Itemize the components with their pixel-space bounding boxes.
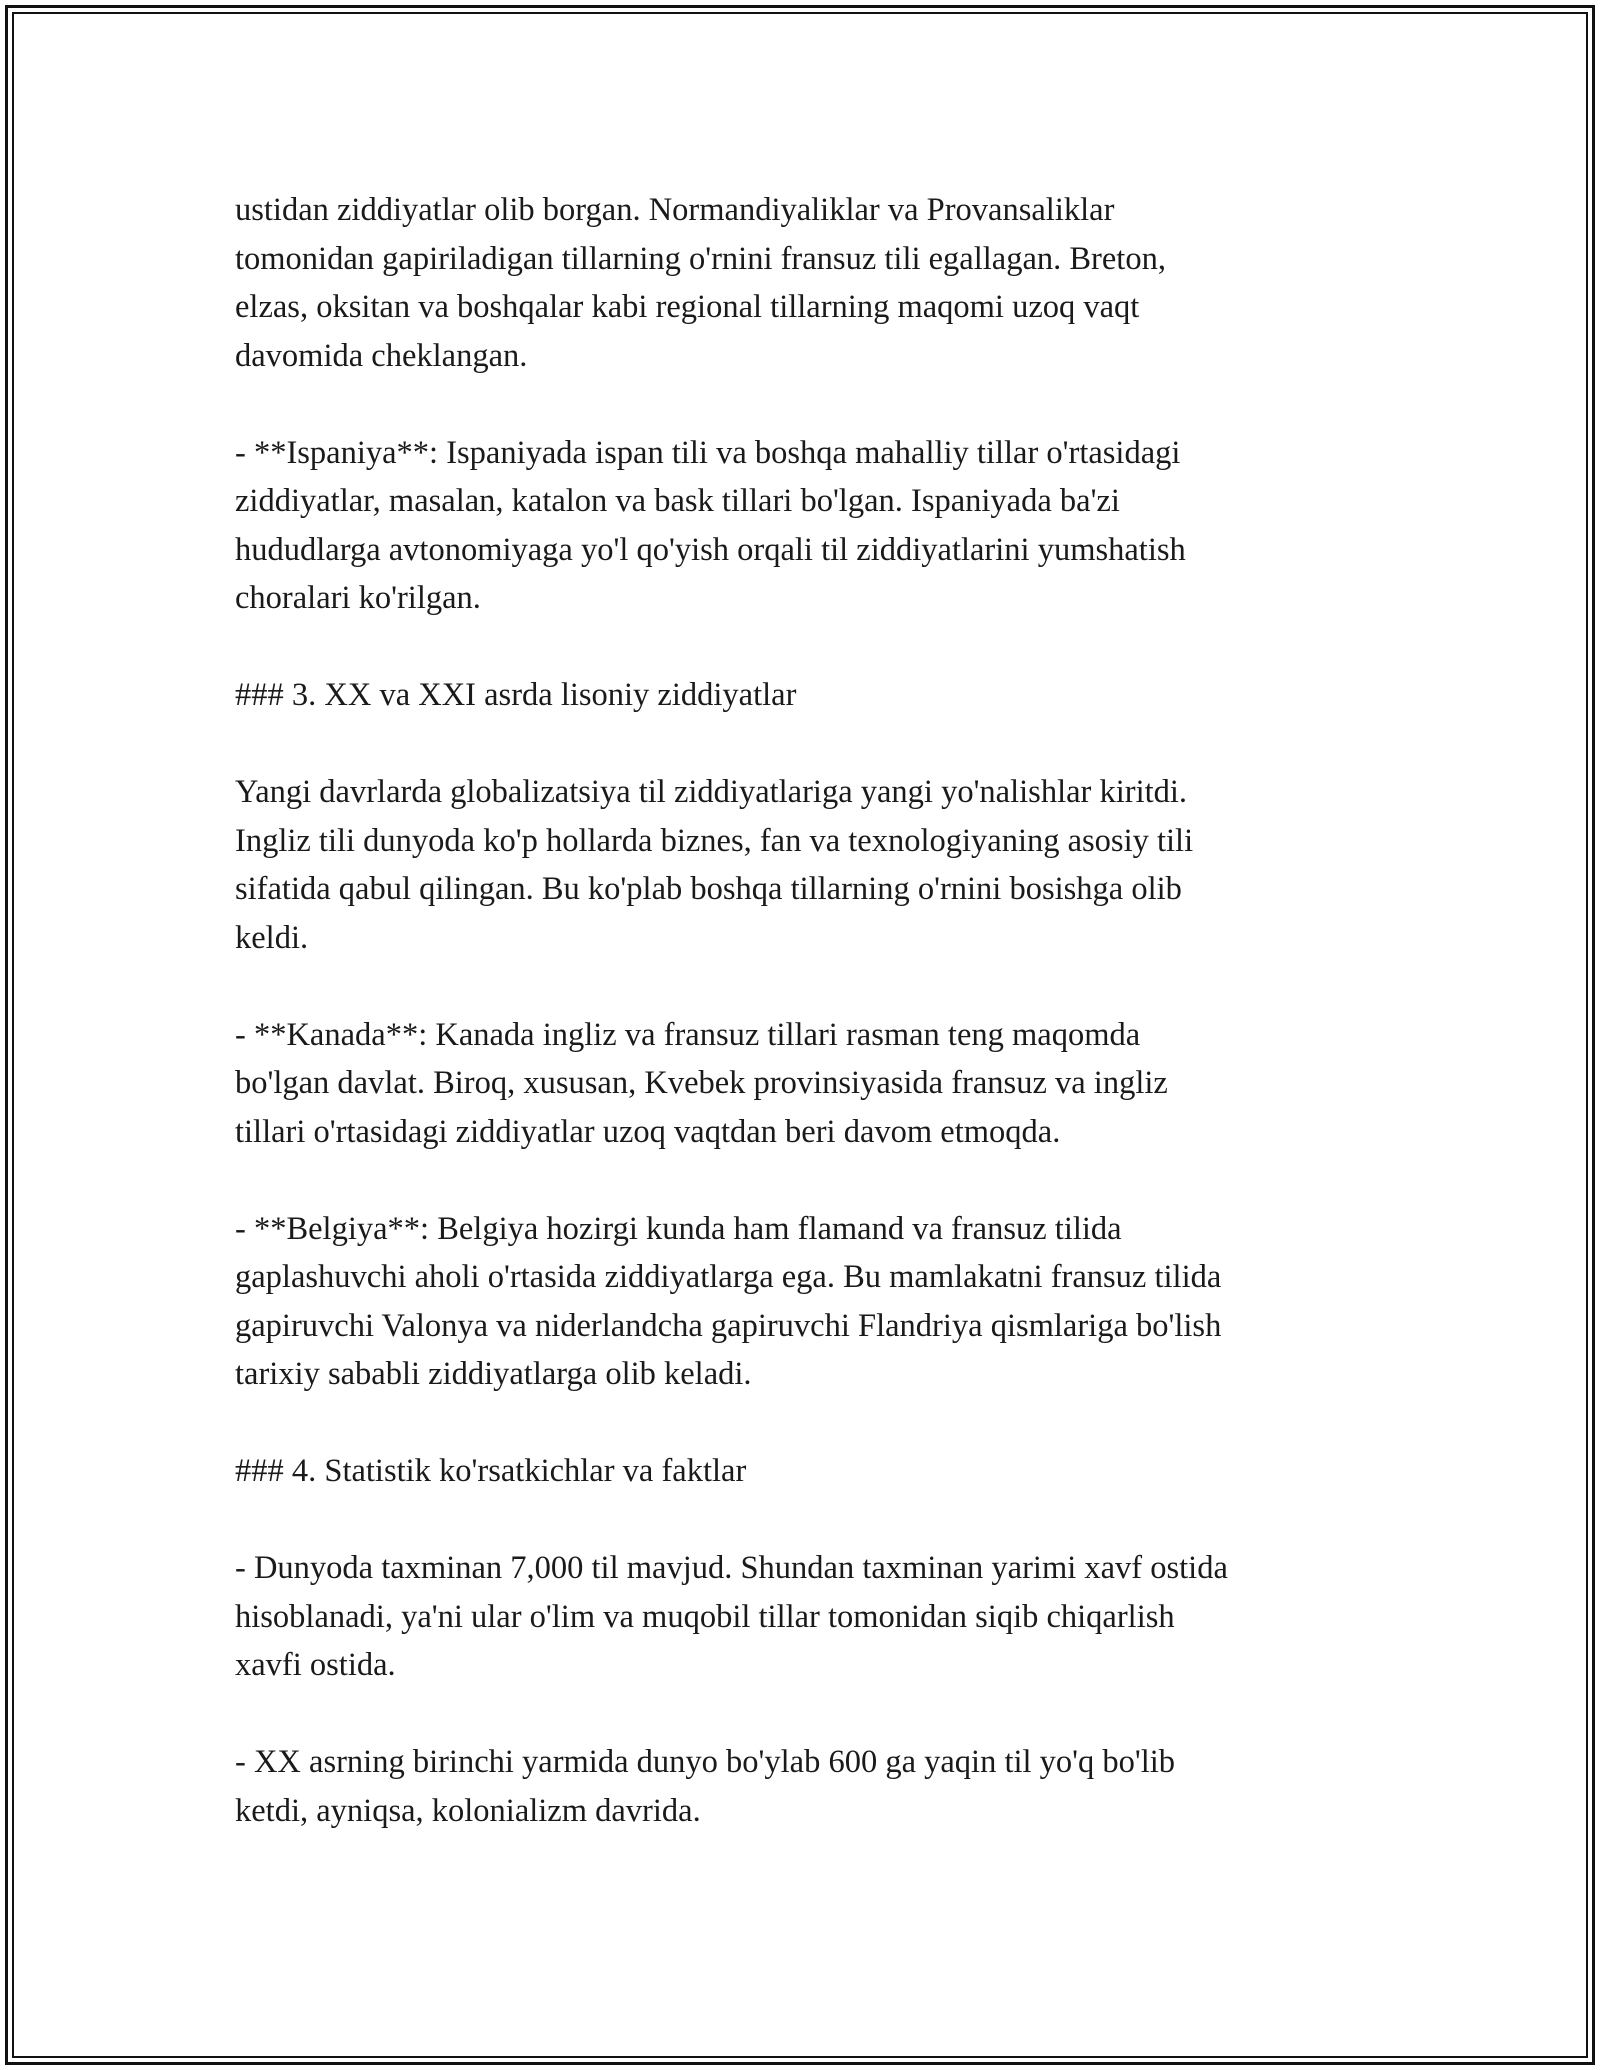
paragraph-belgium: - **Belgiya**: Belgiya hozirgi kunda ham flamand va fransuz tilida gaplashuvchi aholi o'rtasida ziddiyatlarga ega. Bu mamlakatni fransuz tilida gapiruvchi Valonya va niderlandcha gapiruvchi Flandriya qismlariga bo'lish tarixiy sababli ziddiyatlarga olib keladi. <box>235 1210 1222 1392</box>
paragraph-statistic-extinct: - XX asrning birinchi yarmida dunyo bo'ylab 600 ga yaqin til yo'q bo'lib ketdi, ayniqsa, kolonializm davrida. <box>235 1744 1176 1829</box>
paragraph-globalization: Yangi davrlarda globalizatsiya til ziddiyatlariga yangi yo'nalishlar kiritdi. Ingliz tili dunyoda ko'p hollarda biznes, fan va texnologiyaning asosiy tili sifatida qabul qilingan. Bu ko'plab boshqa tillarning o'rnini bosishga olib keldi. <box>235 774 1194 956</box>
paragraph-canada: - **Kanada**: Kanada ingliz va fransuz tillari rasman teng maqomda bo'lgan davlat. Biroq, xususan, Kvebek provinsiyasida fransuz va ingliz tillari o'rtasidagi ziddiyatlar uzoq vaqtdan beri davom etmoqda. <box>235 1016 1168 1150</box>
paragraph-statistic-languages: - Dunyoda taxminan 7,000 til mavjud. Shundan taxminan yarimi xavf ostida hisoblanadi, ya'ni ular o'lim va muqobil tillar tomonidan siqib chiqarlish xavfi ostida. <box>235 1550 1228 1683</box>
section-heading-4: ### 4. Statistik ko'rsatkichlar va faktlar <box>235 1453 747 1489</box>
document-body <box>235 186 1365 1835</box>
paragraph-france-continuation: ustidan ziddiyatlar olib borgan. Normandiyaliklar va Provansaliklar tomonidan gapiriladigan tillarning o'rnini fransuz tili egallagan. Breton, elzas, oksitan va boshqalar kabi regional tillarning maqomi uzoq vaqt davomida cheklangan. <box>235 192 1166 374</box>
paragraph-spain: - **Ispaniya**: Ispaniyada ispan tili va boshqa mahalliy tillar o'rtasidagi ziddiyatlar, masalan, katalon va bask tillari bo'lgan. Ispaniyada ba'zi hududlarga avtonomiyaga yo'l qo'yish orqali til ziddiyatlarini yumshatish choralari ko'rilgan. <box>235 434 1186 616</box>
section-heading-3: ### 3. XX va XXI asrda lisoniy ziddiyatlar <box>235 677 797 713</box>
